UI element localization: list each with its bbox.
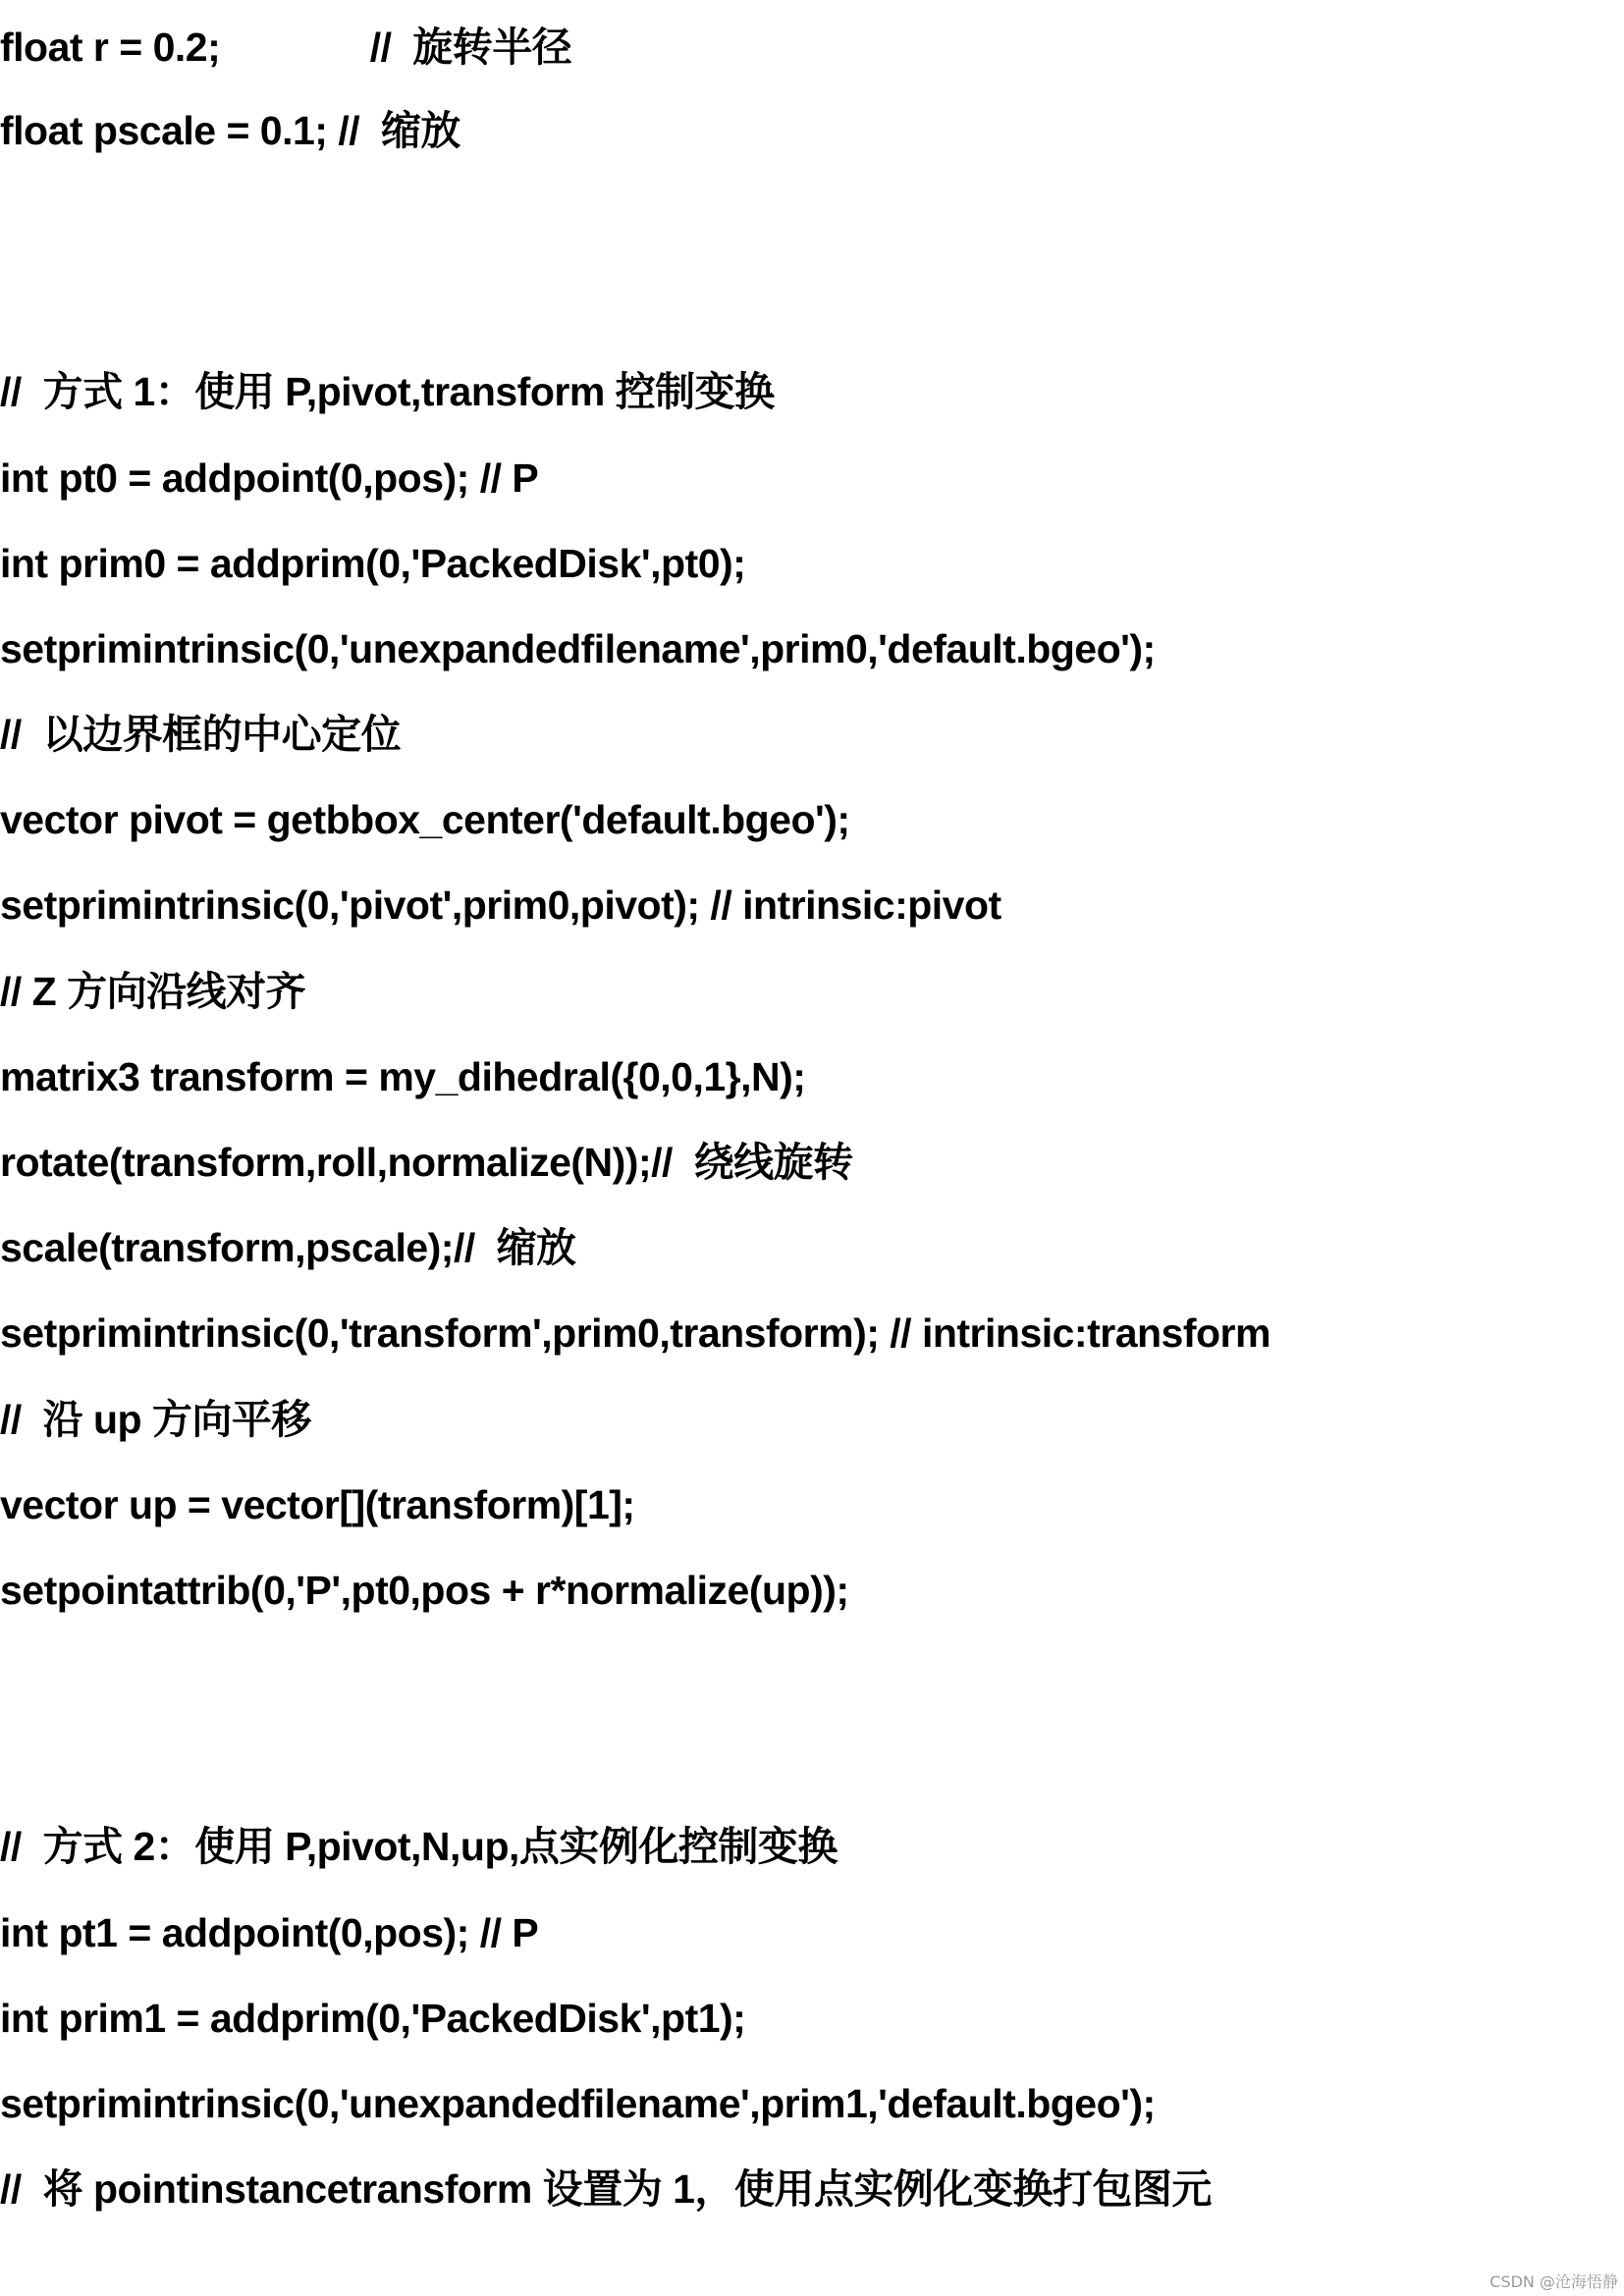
code-line: setprimintrinsic(0,'unexpandedfilename',prim1,'default.bgeo'); [0, 2081, 1156, 2126]
code-line: int prim0 = addprim(0,'PackedDisk',pt0); [0, 541, 746, 586]
code-line: vector up = vector[](transform)[1]; [0, 1482, 635, 1527]
code-line: // 方式 2：使用 P,pivot,N,up,点实例化控制变换 [0, 1824, 838, 1869]
code-line: matrix3 transform = my_dihedral({0,0,1},N); [0, 1054, 806, 1099]
code-line: int prim1 = addprim(0,'PackedDisk',pt1); [0, 1996, 746, 2041]
code-line: float pscale = 0.1; // 缩放 [0, 108, 460, 153]
code-line: // 将 pointinstancetransform 设置为 1，使用点实例化变换打包图元 [0, 2166, 1212, 2212]
code-line: rotate(transform,roll,normalize(N));// 绕线旋转 [0, 1140, 853, 1185]
code-line: // Z 方向沿线对齐 [0, 969, 306, 1014]
code-line: float r = 0.2; // 旋转半径 [0, 25, 572, 70]
code-line: setprimintrinsic(0,'pivot',prim0,pivot); // intrinsic:pivot [0, 882, 1001, 928]
code-line: scale(transform,pscale);// 缩放 [0, 1225, 576, 1270]
code-line: setpointattrib(0,'P',pt0,pos + r*normalize(up)); [0, 1568, 849, 1613]
code-line: // 沿 up 方向平移 [0, 1397, 311, 1442]
code-line: setprimintrinsic(0,'transform',prim0,transform); // intrinsic:transform [0, 1310, 1271, 1356]
code-line: // 以边界框的中心定位 [0, 712, 402, 757]
code-line: int pt1 = addpoint(0,pos); // P [0, 1910, 539, 1955]
code-line: // 方式 1：使用 P,pivot,transform 控制变换 [0, 369, 775, 414]
code-line: setprimintrinsic(0,'unexpandedfilename',prim0,'default.bgeo'); [0, 626, 1156, 671]
code-line: int pt0 = addpoint(0,pos); // P [0, 455, 539, 501]
watermark-text: CSDN @沧海悟静 [1489, 2272, 1618, 2291]
code-line: vector pivot = getbbox_center('default.bgeo'); [0, 797, 850, 842]
